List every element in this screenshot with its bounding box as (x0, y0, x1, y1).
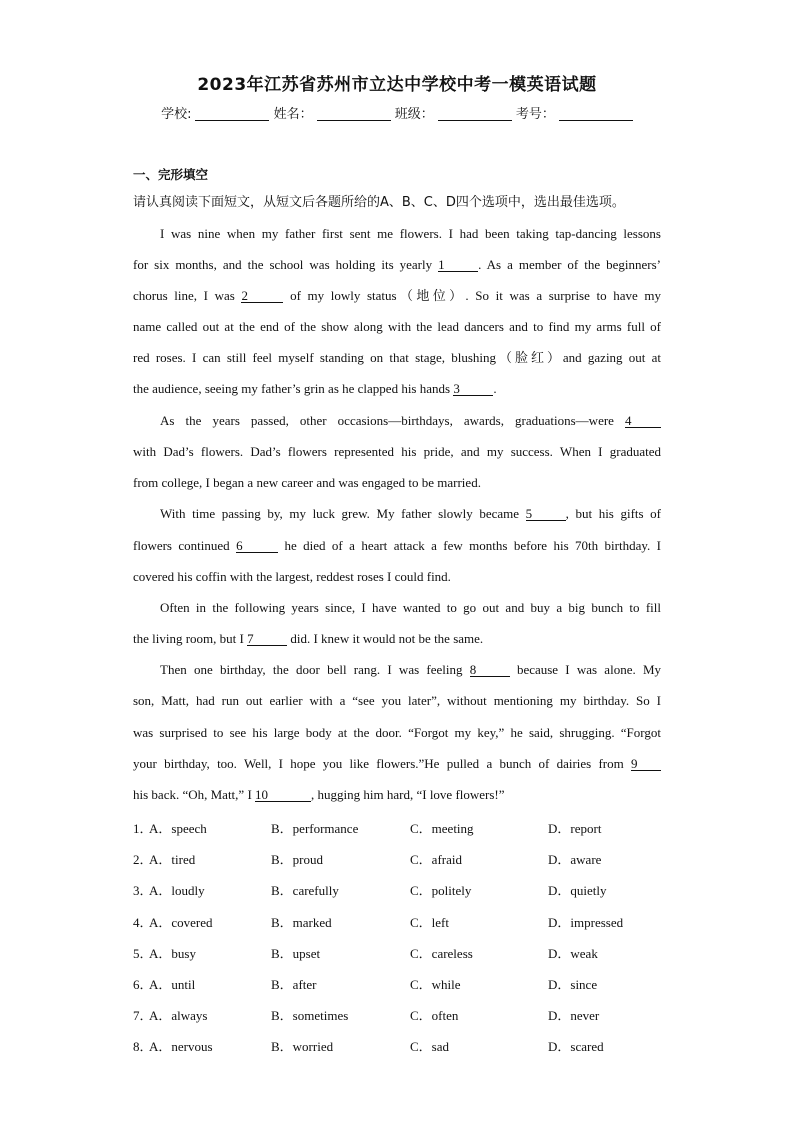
option-a[interactable]: A．busy (149, 945, 196, 961)
option-b[interactable]: B．marked (271, 914, 332, 930)
option-b[interactable]: B．proud (271, 852, 324, 868)
passage-text: your birthday, too. Well, I hope you like flowers.”He pulled a bunch of dairies from (133, 756, 624, 771)
blank-5: 5 (526, 507, 566, 521)
option-d[interactable]: D．scared (548, 1039, 604, 1055)
question-number: 1． (133, 821, 153, 836)
passage-line (133, 631, 661, 647)
blank-6: 6 (236, 539, 278, 553)
blank-8: 8 (470, 663, 510, 677)
option-c[interactable]: C．afraid (410, 852, 462, 868)
school-blank (195, 106, 269, 121)
question-number: 3． (133, 883, 153, 899)
passage-line: was surprised to see his large body at the door. “Forgot my key,” he said, shrugging. “Forgot (133, 725, 661, 740)
passage-text: , hugging him hard, “I love flowers!” (311, 787, 505, 802)
passage-line: covered his coffin with the largest, reddest roses I could find. (133, 569, 451, 584)
blank-3: 3 (453, 382, 493, 396)
passage-text: for six months, and the school was holding its yearly (133, 257, 433, 272)
question-row (133, 974, 673, 990)
option-d[interactable]: D．aware (548, 852, 602, 868)
option-c[interactable]: C．often (410, 1008, 459, 1024)
option-c[interactable]: C．meeting (410, 821, 474, 836)
passage-text: flowers continued (133, 538, 230, 553)
option-c[interactable]: C．while (410, 977, 461, 992)
question-number: 8． (133, 1039, 153, 1055)
passage-text: his back. “Oh, Matt,” I (133, 787, 252, 802)
option-c[interactable]: C．sad (410, 1039, 450, 1055)
passage-text: . (493, 381, 497, 396)
option-b[interactable]: B．upset (271, 945, 321, 961)
question-row (133, 1005, 673, 1024)
passage-line (133, 787, 661, 803)
question-row (133, 943, 673, 959)
blank-4: 4 (625, 414, 661, 428)
passage-line (133, 257, 661, 273)
question-row (133, 912, 673, 928)
option-d[interactable]: D．impressed (548, 914, 624, 930)
passage-line: son, Matt, had run out earlier with a “see you later”, without mentioning my birthday. So I (133, 693, 661, 708)
school-label: 学校: (161, 107, 192, 122)
question-row (133, 880, 673, 899)
option-a[interactable]: A．until (149, 977, 196, 992)
class-blank (438, 106, 512, 121)
question-row (133, 1036, 673, 1055)
option-c[interactable]: C．left (410, 914, 449, 930)
question-row (133, 818, 673, 834)
question-number: 5． (133, 945, 153, 961)
blank-1: 1 (438, 258, 478, 272)
passage-text: because I was alone. My (516, 662, 662, 677)
option-b[interactable]: B．after (271, 977, 317, 992)
option-b[interactable]: B．sometimes (271, 1008, 349, 1024)
option-a[interactable]: A．covered (149, 914, 213, 930)
blank-10: 10 (255, 788, 311, 802)
option-a[interactable]: A．always (149, 1008, 208, 1024)
question-row (133, 849, 673, 868)
option-a[interactable]: A．nervous (149, 1039, 213, 1055)
name-label: 姓名： (273, 107, 313, 122)
option-b[interactable]: B．carefully (271, 883, 339, 899)
passage-line (133, 381, 661, 397)
passage-line: I was nine when my father first sent me flowers. I had been taking tap-dancing lessons (160, 226, 661, 241)
option-a[interactable]: A．loudly (149, 883, 205, 899)
blank-9: 9 (631, 757, 661, 771)
option-d[interactable]: D．since (548, 977, 598, 992)
passage-line: with Dad’s flowers. Dad’s flowers represented his pride, and my success. When I graduated (133, 444, 661, 459)
passage-line (160, 413, 661, 429)
passage-line (133, 756, 661, 772)
class-label: 班级： (394, 107, 434, 122)
passage-text: With time passing by, my luck grew. My father slowly became (160, 506, 520, 521)
question-number: 6． (133, 977, 153, 992)
blank-7: 7 (247, 632, 287, 646)
passage-text: Then one birthday, the door bell rang. I was feeling (160, 662, 463, 677)
passage-line: red roses. I can still feel myself standing on that stage, blushing（脸红）and gazing out at (133, 350, 661, 365)
option-d[interactable]: D．never (548, 1008, 600, 1024)
passage-line (133, 538, 661, 554)
option-c[interactable]: C．careless (410, 945, 473, 961)
passage-text: of my lowly status（地位）. So it was a surprise to have my (290, 288, 662, 303)
exam-title: 2023年江苏省苏州市立达中学校中考一模英语试题 (197, 75, 597, 95)
instruction-text: 请认真阅读下面短文，从短文后各题所给的A、B、C、D四个选项中，选出最佳选项。 (133, 195, 625, 210)
passage-line: name called out at the end of the show along with the lead dancers and to find my arms full of (133, 319, 661, 334)
passage-text: the audience, seeing my father’s grin as he clapped his hands (133, 381, 451, 396)
option-d[interactable]: D．weak (548, 945, 598, 961)
passage-line (160, 662, 661, 678)
passage-line (133, 288, 661, 304)
question-number: 4． (133, 914, 153, 930)
option-a[interactable]: A．tired (149, 852, 196, 868)
student-info-row (0, 103, 794, 122)
number-label: 考号： (515, 107, 555, 122)
passage-line: Often in the following years since, I have wanted to go out and buy a big bunch to fill (160, 600, 661, 615)
passage-text: As the years passed, other occasions—birthdays, awards, graduations—were (160, 413, 614, 428)
option-a[interactable]: A．speech (149, 821, 207, 836)
option-b[interactable]: B．performance (271, 821, 359, 836)
passage-text: . As a member of the beginners’ (478, 257, 661, 272)
blank-2: 2 (241, 289, 283, 303)
option-c[interactable]: C．politely (410, 883, 472, 899)
section-heading: 一、完形填空 (133, 167, 209, 182)
passage-line (160, 506, 661, 522)
option-b[interactable]: B．worried (271, 1039, 334, 1055)
name-blank (317, 106, 391, 121)
question-number: 7． (133, 1008, 153, 1024)
question-number: 2． (133, 852, 153, 868)
passage-text: , but his gifts of (565, 506, 661, 521)
passage-text: chorus line, I was (133, 288, 235, 303)
passage-text: did. I knew it would not be the same. (290, 631, 484, 646)
option-d[interactable]: D．report (548, 821, 602, 836)
passage-line: from college, I began a new career and was engaged to be married. (133, 475, 481, 490)
passage-text: the living room, but I (133, 631, 244, 646)
option-d[interactable]: D．quietly (548, 883, 607, 899)
number-blank (559, 106, 633, 121)
passage-text: he died of a heart attack a few months before his 70th birthday. I (284, 538, 661, 553)
